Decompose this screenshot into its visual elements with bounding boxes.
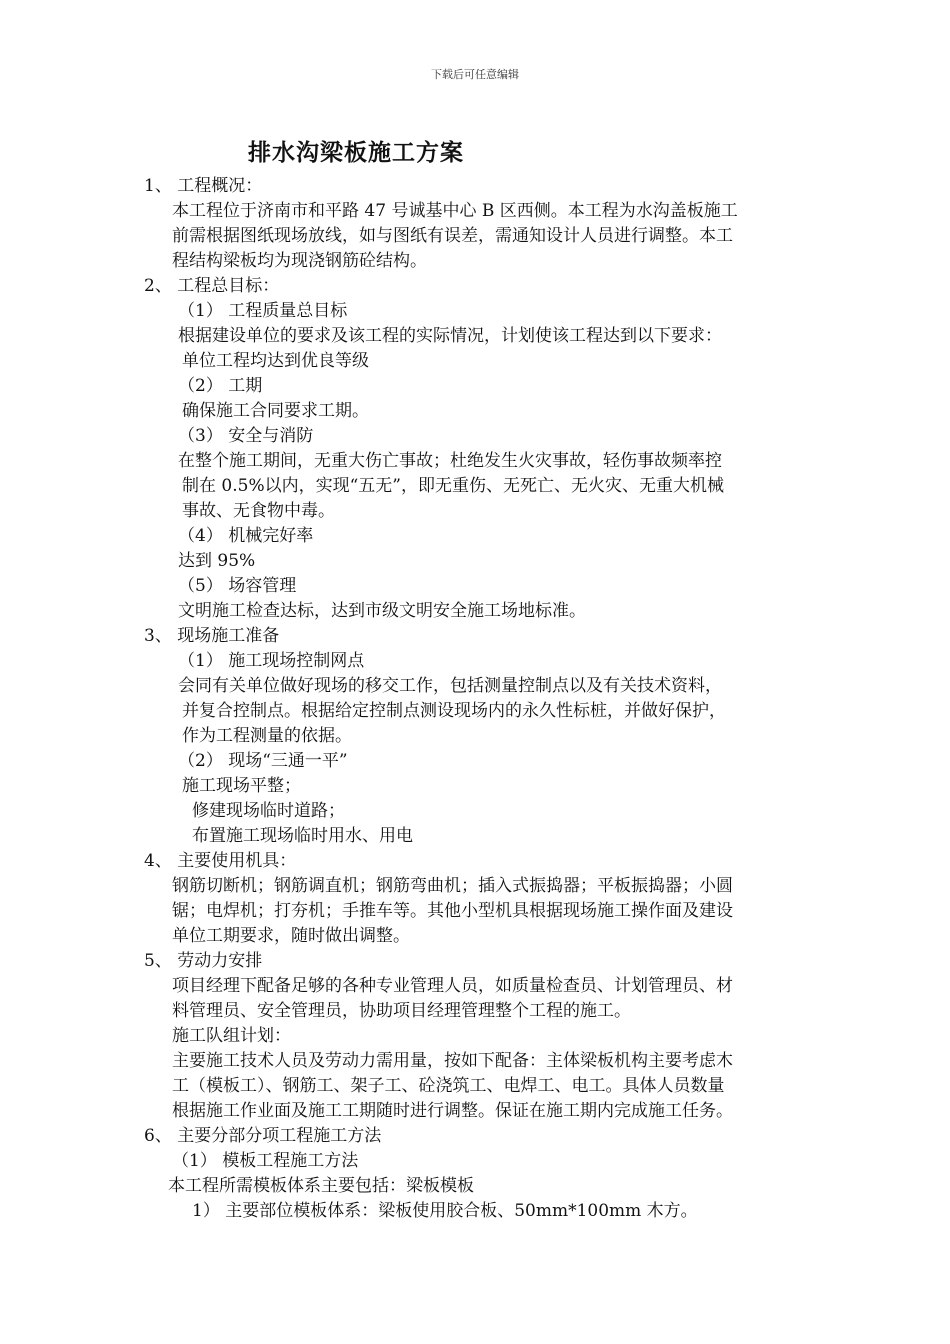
- body-line: 项目经理下配备足够的各种专业管理人员，如质量检查员、计划管理员、材: [172, 976, 733, 996]
- body-line: 钢筋切断机；钢筋调直机；钢筋弯曲机；插入式振捣器；平板振捣器；小圆: [172, 876, 733, 896]
- body-line: 根据施工作业面及施工工期随时进行调整。保证在施工期内完成施工任务。: [172, 1101, 733, 1121]
- body-line: 本工程所需模板体系主要包括：梁板模板: [168, 1176, 474, 1196]
- body-line: 料管理员、安全管理员，协助项目经理管理整个工程的施工。: [172, 1001, 631, 1021]
- subsection-heading: （1） 模板工程施工方法: [172, 1151, 359, 1171]
- body-line: 1） 主要部位模板体系：梁板使用胶合板、50mm*100mm 木方。: [192, 1201, 698, 1221]
- subsection-heading: （4） 机械完好率: [178, 526, 314, 546]
- body-line: 本工程位于济南市和平路 47 号诚基中心 B 区西侧。本工程为水沟盖板施工: [172, 201, 738, 221]
- document-title: 排水沟梁板施工方案: [248, 140, 464, 166]
- subsection-heading: （5） 场容管理: [178, 576, 297, 596]
- section-heading-1: 1、 工程概况：: [144, 176, 263, 196]
- section-heading-4: 4、 主要使用机具：: [144, 851, 297, 871]
- body-line: 施工现场平整；: [182, 776, 301, 796]
- body-line: 单位工期要求，随时做出调整。: [172, 926, 410, 946]
- section-heading-5: 5、 劳动力安排: [144, 951, 263, 971]
- body-line: 主要施工技术人员及劳动力需用量，按如下配备：主体梁板机构主要考虑木: [172, 1051, 733, 1071]
- body-line: 单位工程均达到优良等级: [182, 351, 369, 371]
- body-line: 程结构梁板均为现浇钢筋砼结构。: [172, 251, 427, 271]
- subsection-heading: （1） 工程质量总目标: [178, 301, 348, 321]
- subsection-heading: （2） 现场“三通一平”: [178, 751, 348, 771]
- header-note: 下载后可任意编辑: [431, 68, 519, 81]
- body-line: 在整个施工期间，无重大伤亡事故；杜绝发生火灾事故，轻伤事故频率控: [178, 451, 722, 471]
- body-line: 施工队组计划：: [172, 1026, 291, 1046]
- body-line: 修建现场临时道路；: [192, 801, 345, 821]
- section-heading-6: 6、 主要分部分项工程施工方法: [144, 1126, 382, 1146]
- section-heading-3: 3、 现场施工准备: [144, 626, 280, 646]
- body-line: 作为工程测量的依据。: [182, 726, 352, 746]
- body-line: 会同有关单位做好现场的移交工作，包括测量控制点以及有关技术资料，: [178, 676, 722, 696]
- body-line: 事故、无食物中毒。: [182, 501, 335, 521]
- body-line: 文明施工检查达标，达到市级文明安全施工场地标准。: [178, 601, 586, 621]
- body-line: 锯；电焊机；打夯机；手推车等。其他小型机具根据现场施工操作面及建设: [172, 901, 733, 921]
- body-line: 根据建设单位的要求及该工程的实际情况，计划使该工程达到以下要求：: [178, 326, 722, 346]
- body-line: 工（模板工）、钢筋工、架子工、砼浇筑工、电焊工、电工。具体人员数量: [172, 1076, 725, 1096]
- body-line: 布置施工现场临时用水、用电: [192, 826, 413, 846]
- body-line: 制在 0.5%以内，实现“五无”，即无重伤、无死亡、无火灾、无重大机械: [182, 476, 724, 496]
- subsection-heading: （3） 安全与消防: [178, 426, 314, 446]
- section-heading-2: 2、 工程总目标：: [144, 276, 280, 296]
- subsection-heading: （1） 施工现场控制网点: [178, 651, 365, 671]
- body-line: 确保施工合同要求工期。: [182, 401, 369, 421]
- body-line: 并复合控制点。根据给定控制点测设现场内的永久性标桩，并做好保护，: [182, 701, 726, 721]
- body-line: 前需根据图纸现场放线，如与图纸有误差，需通知设计人员进行调整。本工: [172, 226, 733, 246]
- body-line: 达到 95%: [178, 551, 256, 571]
- subsection-heading: （2） 工期: [178, 376, 263, 396]
